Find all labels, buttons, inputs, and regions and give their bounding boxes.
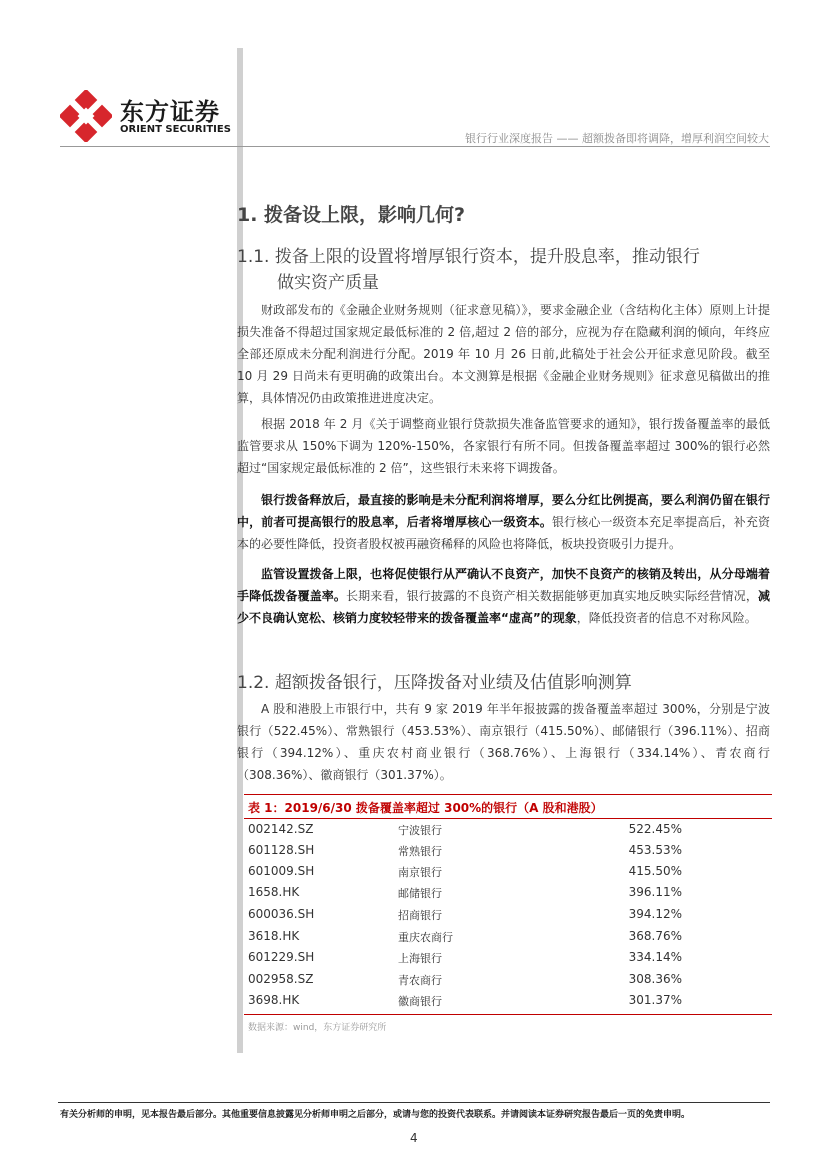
stock-code: 601128.SH: [248, 843, 315, 857]
coverage-ratio: 301.37%: [628, 993, 682, 1007]
page-number: 4: [410, 1131, 418, 1145]
table-header-rule: [244, 818, 772, 819]
paragraph-3-rest: 银行核心一级资本充足率提高后，补充资本的必要性降低，投资者股权被再融资稀释的风险也将降低，板块投资吸引力提升。: [237, 515, 770, 551]
table-row: [248, 972, 682, 993]
paragraph-4-bold-1: 监管设置拨备上限，也将促使银行从严确认不良资产，加快不良资产的核销及转出，从分母端着手降低拨备覆盖率。: [237, 567, 770, 603]
bank-name: 宁波银行: [398, 824, 442, 837]
paragraph-4-end: ，降低投资者的信息不对称风险。: [576, 611, 757, 625]
brand-name-en: ORIENT SECURITIES: [120, 124, 231, 135]
paragraph-2: 根据 2018 年 2 月《关于调整商业银行贷款损失准备监管要求的通知》，银行拨备覆盖率的最低监管要求从 150%下调为 120%-150%，各家银行有所不同。但拨备覆盖率超过 300%的银行必然超过“国家规定最低标准的 2 倍”，这些银行未来将下调拨备。: [237, 417, 770, 475]
stock-code: 601229.SH: [248, 950, 315, 964]
bank-name: 青农商行: [398, 974, 442, 987]
paragraph-1: 财政部发布的《金融企业财务规则（征求意见稿）》，要求金融企业（含结构化主体）原则上计提损失准备不得超过国家规定最低标准的 2 倍,超过 2 倍的部分，应视为存在隐藏利润的倾向，年终应全部还原成未分配利润进行分配。2019 年 10 月 26 日前,此稿处于社会公开征求意见阶段。截至 10 月 29 日尚未有更明确的政策出台。本文测算是根据《金融企业财务规则》征求意见稿做出的推算，具体情况仍由政策推进进度决定。: [237, 303, 770, 405]
table-row: [248, 822, 682, 843]
coverage-ratio: 334.14%: [628, 950, 682, 964]
orient-securities-logo-icon: [60, 90, 112, 142]
footer-disclaimer: 有关分析师的申明，见本报告最后部分。其他重要信息披露见分析师申明之后部分，或请与您的投资代表联系。并请阅读本证券研究报告最后一页的免责申明。: [60, 1110, 691, 1120]
stock-code: 002142.SZ: [248, 822, 314, 836]
bank-name: 南京银行: [398, 866, 442, 879]
table-top-rule: [244, 794, 772, 795]
table-source-note: 数据来源：wind，东方证券研究所: [248, 1023, 387, 1033]
paragraph-5: A 股和港股上市银行中，共有 9 家 2019 年半年报披露的拨备覆盖率超过 300%，分别是宁波银行（522.45%）、常熟银行（453.53%）、南京银行（415.50%）、邮储银行（396.11%）、招商银行（394.12%）、重庆农村商业银行（368.76%）、上海银行（334.14%）、青农商行（308.36%）、徽商银行（301.37%）。: [237, 702, 770, 782]
brand-name-cn: 东方证券: [120, 98, 220, 126]
bank-name: 徽商银行: [398, 995, 442, 1008]
table-row: [248, 843, 682, 864]
paragraph-3-bold: 银行拨备释放后，最直接的影响是未分配利润将增厚，要么分红比例提高，要么利润仍留在银行中，前者可提高银行的股息率，后者将增厚核心一级资本。: [237, 493, 770, 529]
stock-code: 601009.SH: [248, 864, 315, 878]
paragraph-4: [237, 563, 770, 629]
stock-code: 1658.HK: [248, 885, 300, 899]
coverage-ratio: 396.11%: [628, 885, 682, 899]
stock-code: 600036.SH: [248, 907, 315, 921]
coverage-ratio: 453.53%: [628, 843, 682, 857]
bank-name: 常熟银行: [398, 845, 442, 858]
coverage-ratio: 368.76%: [628, 929, 682, 943]
section-heading: 1. 拨备设上限，影响几何?: [237, 204, 466, 226]
bank-name: 邮储银行: [398, 887, 442, 900]
coverage-ratio: 308.36%: [628, 972, 682, 986]
stock-code: 3698.HK: [248, 993, 300, 1007]
stock-code: 3618.HK: [248, 929, 300, 943]
coverage-ratio: 415.50%: [628, 864, 682, 878]
table-row: [248, 907, 682, 928]
table-row: [248, 885, 682, 906]
header-divider: [60, 146, 770, 147]
table-title: 表 1：2019/6/30 拨备覆盖率超过 300%的银行（A 股和港股）: [248, 801, 603, 815]
subsection-heading-1-1-cont: 做实资产质量: [277, 273, 379, 293]
stock-code: 002958.SZ: [248, 972, 314, 986]
table-row: [248, 993, 682, 1014]
table-bottom-rule: [244, 1014, 772, 1015]
bank-name: 重庆农商行: [398, 931, 453, 944]
bank-name: 招商银行: [398, 909, 442, 922]
paragraph-3: [237, 489, 770, 555]
report-header-title: 银行行业深度报告 —— 超额拨备即将调降，增厚利润空间较大: [465, 132, 769, 145]
bank-name: 上海银行: [398, 952, 442, 965]
subsection-heading-1-1: 1.1. 拨备上限的设置将增厚银行资本，提升股息率，推动银行: [237, 247, 700, 267]
footer-divider: [58, 1102, 770, 1103]
subsection-heading-1-2: 1.2. 超额拨备银行，压降拨备对业绩及估值影响测算: [237, 673, 632, 693]
coverage-ratio: 522.45%: [628, 822, 682, 836]
table-row: [248, 929, 682, 950]
coverage-ratio: 394.12%: [628, 907, 682, 921]
table-row: [248, 950, 682, 971]
table-row: [248, 864, 682, 885]
paragraph-4-bold-2: 减少不良确认宽松、核销力度较轻带来的拨备覆盖率“虚高”的现象: [237, 589, 770, 625]
paragraph-4-mid: 长期来看，银行披露的不良资产相关数据能够更加真实地反映实际经营情况，: [346, 589, 758, 603]
